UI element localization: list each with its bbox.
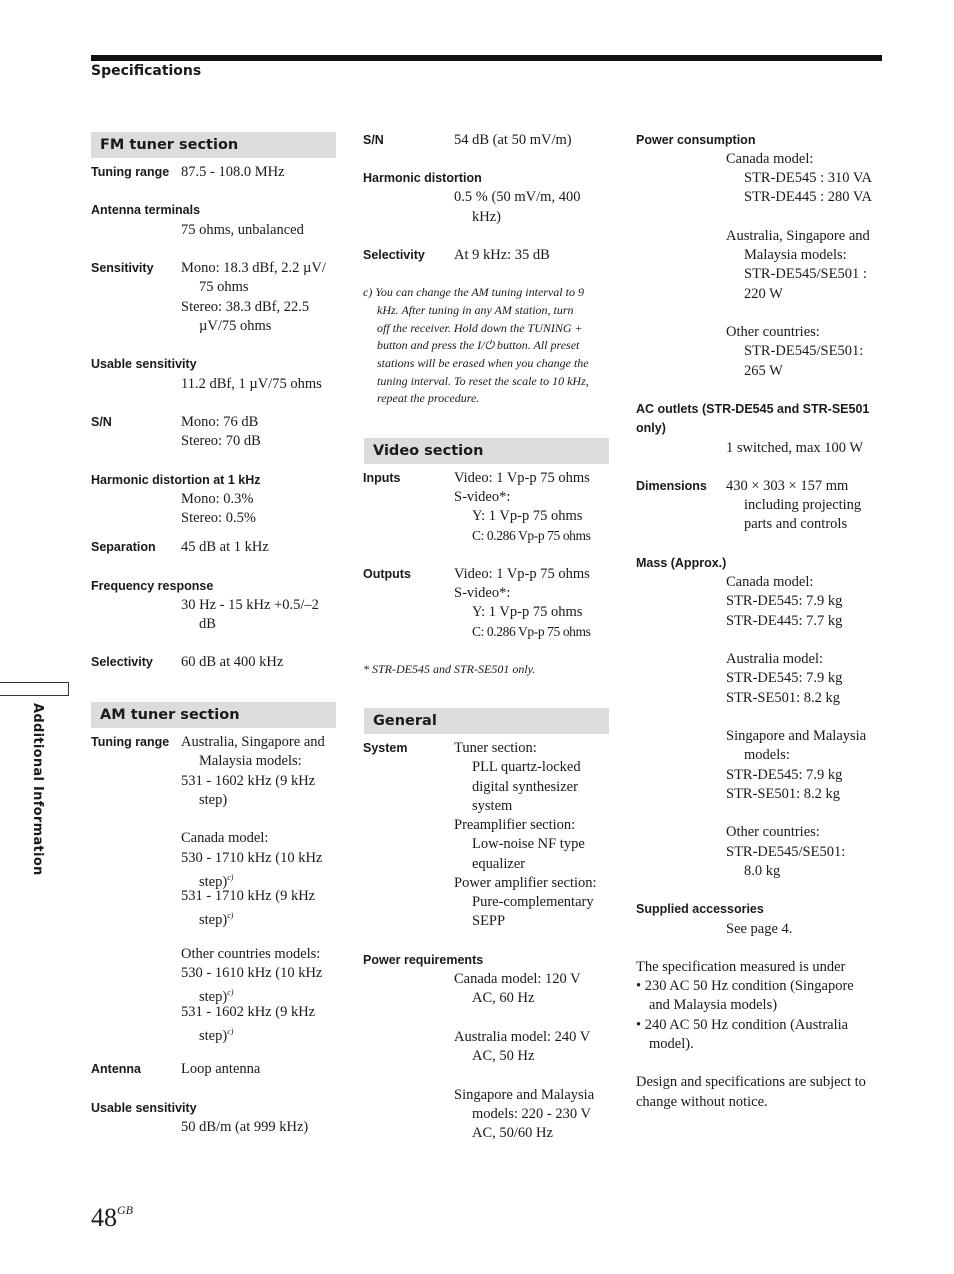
am-tuning-line: 530 - 1710 kHz (10 kHz (181, 850, 323, 866)
power-req-line: AC, 60 Hz (472, 990, 535, 1006)
system-line: Preamplifier section: (454, 817, 576, 833)
am-footnote-line: c) You can change the AM tuning interval to 9 (363, 285, 584, 299)
fm-usable-label: Usable sensitivity (91, 357, 197, 371)
system-label: System (363, 741, 408, 755)
mass-line: Australia model: (726, 651, 824, 667)
video-input-line: C: 0.286 Vp-p 75 ohms (472, 528, 591, 543)
fm-tuning-value: 87.5 - 108.0 MHz (181, 164, 285, 180)
mass-line: STR-DE545/SE501: (726, 844, 846, 860)
fm-hd-label: Harmonic distortion at 1 kHz (91, 473, 261, 487)
am-selectivity-value: At 9 kHz: 35 dB (454, 247, 550, 263)
system-line: Low-noise NF type (472, 836, 585, 852)
am-footnote-line: kHz. After tuning in any AM station, turn (377, 303, 574, 317)
fm-sens-line: µV/75 ohms (199, 318, 272, 334)
consumption-line: STR-DE545/SE501: (744, 343, 864, 359)
am-sn-value: 54 dB (at 50 mV/m) (454, 132, 572, 148)
am-usable-value: 50 dB/m (at 999 kHz) (181, 1119, 309, 1135)
fm-sn-label: S/N (91, 415, 112, 429)
condition-line: The specification measured is under (636, 959, 846, 975)
am-hd-label: Harmonic distortion (363, 171, 482, 185)
accessories-value: See page 4. (726, 921, 793, 937)
am-tuning-line: Other countries models: (181, 946, 321, 962)
mass-line: Singapore and Malaysia (726, 728, 867, 744)
power-req-line: Singapore and Malaysia (454, 1087, 595, 1103)
am-tuning-line: Canada model: (181, 830, 269, 846)
fm-antenna-value: 75 ohms, unbalanced (181, 222, 304, 238)
am-tuning-line: 531 - 1602 kHz (9 kHz (181, 773, 316, 789)
mass-line: Canada model: (726, 574, 814, 590)
video-footnote: * STR-DE545 and STR-SE501 only. (363, 662, 536, 676)
system-line: digital synthesizer (472, 779, 578, 795)
system-line: system (472, 798, 513, 814)
header-rule (91, 55, 882, 61)
fm-freq-line: 30 Hz - 15 kHz +0.5/–2 (181, 597, 319, 613)
general-section-title: General (364, 708, 609, 734)
ac-outlets-label: AC outlets (STR-DE545 and STR-SE501 (636, 402, 870, 416)
power-req-line: AC, 50 Hz (472, 1048, 535, 1064)
fm-separation-value: 45 dB at 1 kHz (181, 539, 269, 555)
mass-line: Other countries: (726, 824, 820, 840)
fm-freq-line: dB (199, 616, 216, 632)
video-output-line: C: 0.286 Vp-p 75 ohms (472, 624, 591, 639)
consumption-line: STR-DE545 : 310 VA (744, 170, 872, 186)
mass-line: STR-SE501: 8.2 kg (726, 690, 840, 706)
consumption-line: Canada model: (726, 151, 814, 167)
fm-sens-line: Stereo: 38.3 dBf, 22.5 (181, 299, 310, 315)
dimensions-label: Dimensions (636, 479, 707, 493)
fm-usable-value: 11.2 dBf, 1 µV/75 ohms (181, 376, 322, 392)
consumption-line: Malaysia models: (744, 247, 847, 263)
consumption-line: Australia, Singapore and (726, 228, 870, 244)
mass-label: Mass (Approx.) (636, 556, 727, 570)
fm-tuning-label: Tuning range (91, 165, 170, 179)
video-output-line: Video: 1 Vp-p 75 ohms (454, 566, 590, 582)
am-tuning-line: 531 - 1602 kHz (9 kHz (181, 1004, 316, 1020)
am-footnote-line: off the receiver. Hold down the TUNING + (377, 321, 583, 335)
video-output-line: S-video*: (454, 585, 511, 601)
am-antenna-label: Antenna (91, 1062, 141, 1076)
system-line: equalizer (472, 856, 526, 872)
power-req-line: Canada model: 120 V (454, 971, 581, 987)
consumption-line: 220 W (744, 286, 783, 302)
system-line: Power amplifier section: (454, 875, 597, 891)
condition-line: • 240 AC 50 Hz condition (Australia (636, 1017, 849, 1033)
dimensions-line: including projecting (744, 497, 862, 513)
am-tuning-line: 530 - 1610 kHz (10 kHz (181, 965, 323, 981)
am-footnote-line: tuning interval. To reset the scale to 10 kHz, (377, 374, 589, 388)
notice-line: change without notice. (636, 1094, 768, 1110)
fm-sens-line: 75 ohms (199, 279, 249, 295)
dimensions-line: 430 × 303 × 157 mm (726, 478, 849, 494)
am-tuning-line: Malaysia models: (199, 753, 302, 769)
system-line: PLL quartz-locked (472, 759, 581, 775)
am-usable-label: Usable sensitivity (91, 1101, 197, 1115)
system-line: SEPP (472, 913, 506, 929)
video-inputs-label: Inputs (363, 471, 401, 485)
am-antenna-value: Loop antenna (181, 1061, 261, 1077)
fm-sn-line: Mono: 76 dB (181, 414, 259, 430)
am-footnote-line: repeat the procedure. (377, 391, 480, 405)
fm-section-title: FM tuner section (91, 132, 336, 158)
condition-line: model). (649, 1036, 694, 1052)
am-tuning-line: step)$^{c)}$ (199, 988, 234, 1005)
am-hd-line: kHz) (472, 209, 501, 225)
am-footnote-line: stations will be erased when you change the (377, 356, 589, 370)
consumption-line: Other countries: (726, 324, 820, 340)
video-output-line: Y: 1 Vp-p 75 ohms (472, 604, 583, 620)
video-section-title: Video section (364, 438, 609, 464)
am-selectivity-label: Selectivity (363, 248, 425, 262)
video-input-line: Video: 1 Vp-p 75 ohms (454, 470, 590, 486)
am-tuning-line: Australia, Singapore and (181, 734, 325, 750)
video-input-line: S-video*: (454, 489, 511, 505)
page-number: $48^{GB}$ (91, 1203, 133, 1232)
power-req-line: models: 220 - 230 V (472, 1106, 591, 1122)
mass-line: models: (744, 747, 790, 763)
consumption-line: STR-DE445 : 280 VA (744, 189, 872, 205)
am-tuning-label: Tuning range (91, 735, 170, 749)
am-tuning-line: step)$^{c)}$ (199, 873, 234, 890)
side-tab-marker (0, 682, 69, 696)
page-header: Specifications (91, 63, 202, 79)
mass-line: STR-DE545: 7.9 kg (726, 593, 843, 609)
am-hd-line: 0.5 % (50 mV/m, 400 (454, 189, 581, 205)
am-tuning-line: step)$^{c)}$ (199, 1027, 234, 1044)
fm-hd-line: Stereo: 0.5% (181, 510, 256, 526)
consumption-line: STR-DE545/SE501 : (744, 266, 867, 282)
video-input-line: Y: 1 Vp-p 75 ohms (472, 508, 583, 524)
am-tuning-line: step) (199, 792, 228, 808)
power-req-label: Power requirements (363, 953, 484, 967)
mass-line: STR-DE545: 7.9 kg (726, 767, 843, 783)
am-footnote-line: button and press the I/⏻ button. All preset (377, 338, 580, 352)
side-tab-label: Additional Information (30, 703, 45, 876)
fm-sensitivity-label: Sensitivity (91, 261, 154, 275)
system-line: Tuner section: (454, 740, 537, 756)
fm-hd-line: Mono: 0.3% (181, 491, 254, 507)
video-outputs-label: Outputs (363, 567, 411, 581)
power-req-line: Australia model: 240 V (454, 1029, 591, 1045)
ac-outlets-label-cont: only) (636, 421, 666, 435)
am-sn-label: S/N (363, 133, 384, 147)
am-tuning-line: 531 - 1710 kHz (9 kHz (181, 888, 316, 904)
fm-sn-line: Stereo: 70 dB (181, 433, 261, 449)
mass-line: STR-DE445: 7.7 kg (726, 613, 843, 629)
system-line: Pure-complementary (472, 894, 594, 910)
power-req-line: AC, 50/60 Hz (472, 1125, 553, 1141)
fm-selectivity-label: Selectivity (91, 655, 153, 669)
mass-line: 8.0 kg (744, 863, 781, 879)
dimensions-line: parts and controls (744, 516, 848, 532)
mass-line: STR-SE501: 8.2 kg (726, 786, 840, 802)
consumption-line: 265 W (744, 363, 783, 379)
am-tuning-line: step)$^{c)}$ (199, 911, 234, 928)
condition-line: and Malaysia models) (649, 997, 778, 1013)
am-section-title: AM tuner section (91, 702, 336, 728)
fm-antenna-label: Antenna terminals (91, 203, 201, 217)
accessories-label: Supplied accessories (636, 902, 764, 916)
fm-freq-label: Frequency response (91, 579, 214, 593)
notice-line: Design and specifications are subject to (636, 1074, 866, 1090)
condition-line: • 230 AC 50 Hz condition (Singapore (636, 978, 854, 994)
fm-separation-label: Separation (91, 540, 156, 554)
fm-sens-line: Mono: 18.3 dBf, 2.2 µV/ (181, 260, 326, 276)
fm-selectivity-value: 60 dB at 400 kHz (181, 654, 284, 670)
mass-line: STR-DE545: 7.9 kg (726, 670, 843, 686)
power-consumption-label: Power consumption (636, 133, 756, 147)
ac-outlets-value: 1 switched, max 100 W (726, 440, 864, 456)
